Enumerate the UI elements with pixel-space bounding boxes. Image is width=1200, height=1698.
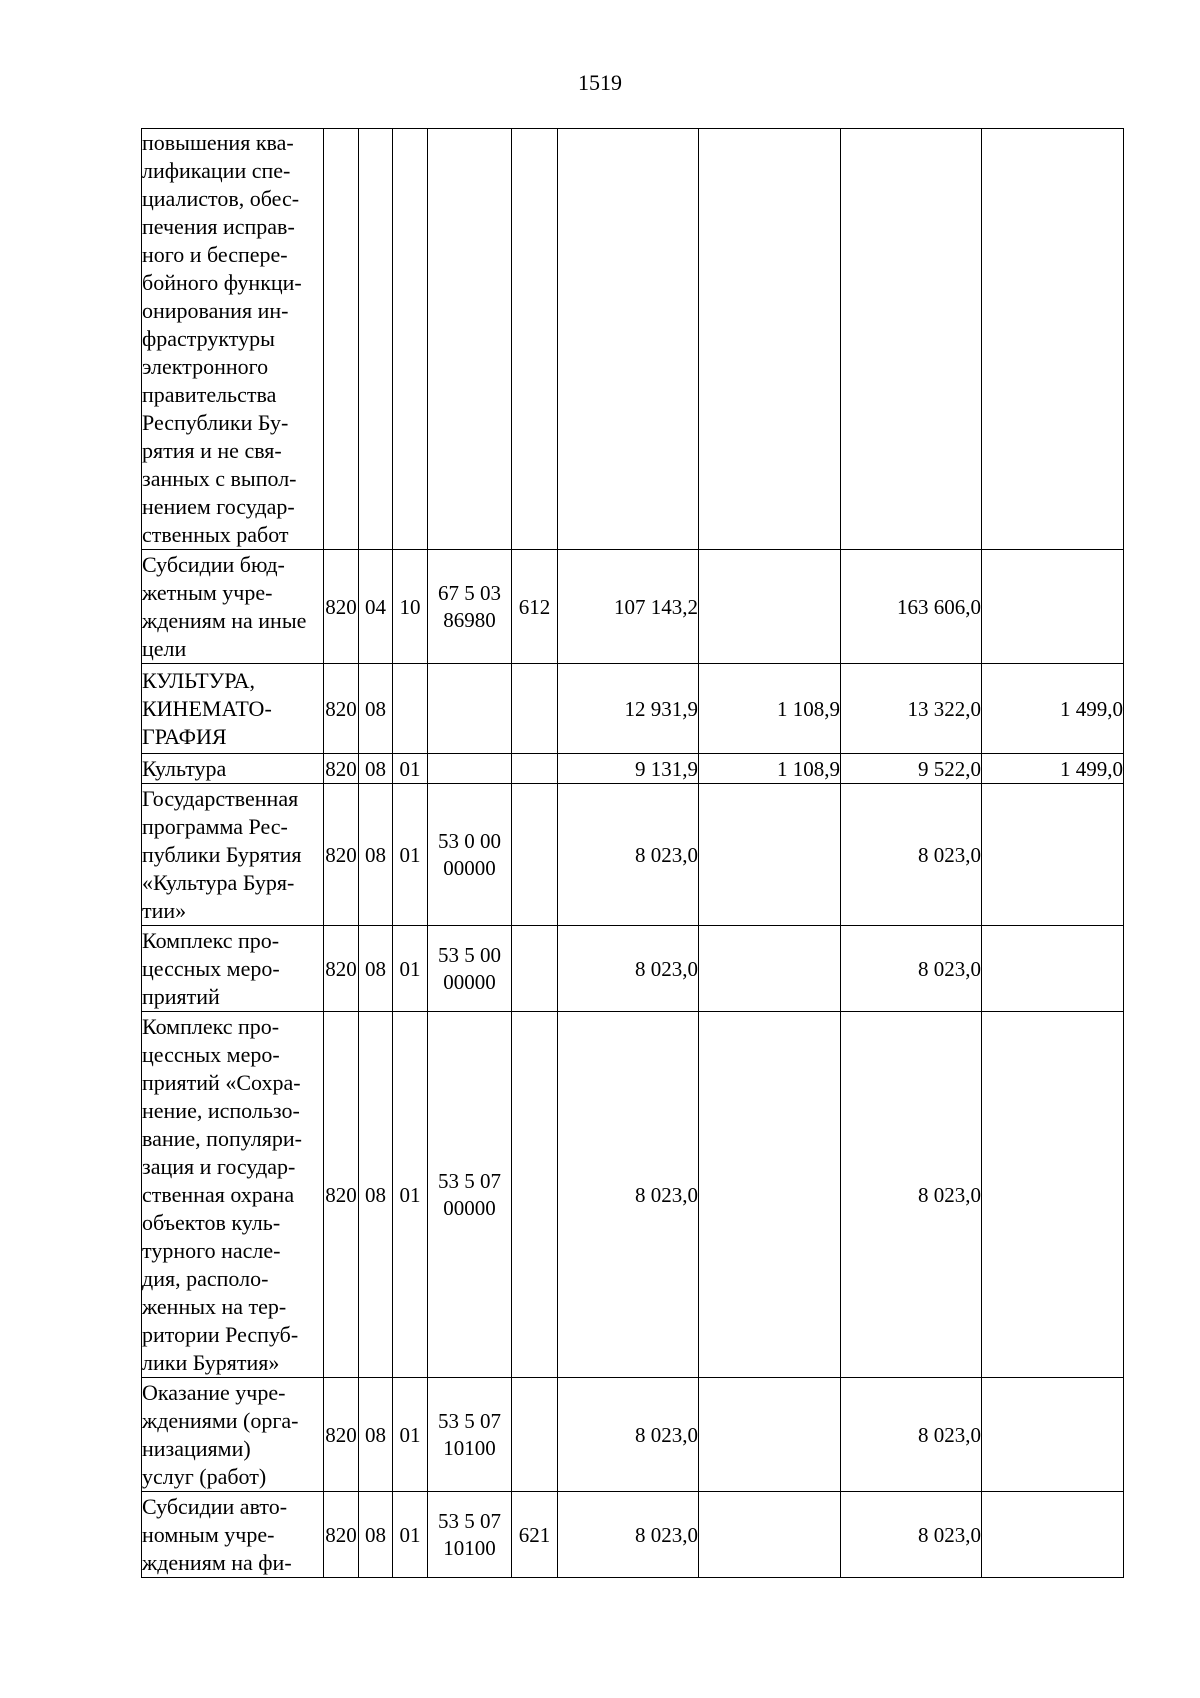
grbs-cell: 820 [324,784,359,926]
expense-type-cell [512,664,558,754]
row-name-line: Субсидии авто- [142,1493,288,1519]
row-name-line: Государственная [142,785,299,811]
row-name-line: Республики Бу- [142,410,289,435]
row-name-line: Комплекс про- [142,1013,280,1039]
row-name-cell [142,664,324,754]
section-cell: 08 [359,1012,393,1378]
grbs-cell [324,129,359,550]
amount-cell-4 [982,129,1124,550]
amount-cell-4: 1 499,0 [982,754,1124,784]
section-cell: 08 [359,1378,393,1492]
row-name-cell [142,926,324,1012]
table-row [142,550,1124,664]
section-cell: 04 [359,550,393,664]
subsection-cell: 01 [393,1378,428,1492]
amount-cell-4 [982,784,1124,926]
amount-cell-2 [699,1012,841,1378]
row-name-line: нением государ- [142,494,295,519]
row-name-line: лификации спе- [142,158,291,183]
section-cell [359,129,393,550]
row-name-line: цессных меро- [142,1041,280,1067]
grbs-cell: 820 [324,754,359,784]
amount-cell-4 [982,1492,1124,1578]
amount-cell-1: 12 931,9 [558,664,699,754]
budget-table [141,128,1124,1578]
expense-type-cell [512,784,558,926]
target-article-cell: 53 5 00 00000 [428,926,512,1012]
amount-cell-2 [699,784,841,926]
grbs-cell: 820 [324,1378,359,1492]
amount-cell-2 [699,1378,841,1492]
row-name-line: фраструктуры [142,326,275,351]
table-row [142,1012,1124,1378]
row-name-line: ственная охрана [142,1181,295,1207]
section-cell: 08 [359,1492,393,1578]
table-row [142,664,1124,754]
amount-cell-3: 8 023,0 [841,1378,982,1492]
amount-cell-3: 13 322,0 [841,664,982,754]
target-article-cell: 53 5 07 10100 [428,1378,512,1492]
section-cell: 08 [359,926,393,1012]
amount-cell-2 [699,550,841,664]
row-name-line: ждениями (орга- [142,1407,299,1433]
amount-cell-1 [558,129,699,550]
grbs-cell: 820 [324,550,359,664]
grbs-cell: 820 [324,926,359,1012]
amount-cell-4 [982,926,1124,1012]
expense-type-cell [512,1012,558,1378]
amount-cell-3: 8 023,0 [841,1492,982,1578]
row-name-line: КИНЕМАТО- [142,695,272,721]
row-name-line: нение, использо- [142,1097,300,1123]
amount-cell-4: 1 499,0 [982,664,1124,754]
row-name-line: электронного [142,354,269,379]
row-name-line: ГРАФИЯ [142,723,227,749]
row-name-line: Культура [142,755,227,781]
row-name-cell [142,1378,324,1492]
row-name-cell [142,1492,324,1578]
row-name-line: КУЛЬТУРА, [142,667,256,693]
expense-type-cell [512,754,558,784]
row-name-line: циалистов, обес- [142,186,300,211]
amount-cell-3: 9 522,0 [841,754,982,784]
amount-cell-4 [982,1378,1124,1492]
subsection-cell: 01 [393,1492,428,1578]
row-name-line: цели [142,635,187,661]
amount-cell-1: 8 023,0 [558,784,699,926]
amount-cell-4 [982,550,1124,664]
target-article-cell: 53 5 07 00000 [428,1012,512,1378]
target-article-cell: 67 5 03 86980 [428,550,512,664]
table-row [142,1378,1124,1492]
expense-type-cell [512,1378,558,1492]
row-name-line: низациями) [142,1435,251,1461]
row-name-line: турного насле- [142,1237,281,1263]
amount-cell-3 [841,129,982,550]
row-name-cell [142,784,324,926]
row-name-line: правительства [142,382,277,407]
row-name-line: печения исправ- [142,214,295,239]
target-article-cell [428,754,512,784]
row-name-line: вание, популяри- [142,1125,302,1151]
row-name-line: ждениям на фи- [142,1549,292,1575]
row-name-line: услуг (работ) [142,1463,267,1489]
row-name-line: бойного функци- [142,270,302,295]
amount-cell-1: 8 023,0 [558,1492,699,1578]
subsection-cell: 01 [393,1012,428,1378]
grbs-cell: 820 [324,664,359,754]
expense-type-cell [512,926,558,1012]
subsection-cell: 01 [393,784,428,926]
amount-cell-1: 107 143,2 [558,550,699,664]
row-name-line: цессных меро- [142,955,280,981]
row-name-line: публики Бурятия [142,841,302,867]
grbs-cell: 820 [324,1492,359,1578]
row-name-line: «Культура Буря- [142,869,295,895]
amount-cell-3: 8 023,0 [841,1012,982,1378]
section-cell: 08 [359,754,393,784]
row-name-cell [142,754,324,784]
row-name-line: женных на тер- [142,1293,287,1319]
amount-cell-2 [699,1492,841,1578]
expense-type-cell: 621 [512,1492,558,1578]
amount-cell-1: 8 023,0 [558,1012,699,1378]
row-name-line: зация и государ- [142,1153,296,1179]
row-name-line: повышения ква- [142,130,294,155]
amount-cell-3: 163 606,0 [841,550,982,664]
amount-cell-2: 1 108,9 [699,754,841,784]
subsection-cell: 01 [393,754,428,784]
target-article-cell [428,129,512,550]
row-name-line: номным учре- [142,1521,275,1547]
row-name-cell [142,1012,324,1378]
table-row [142,926,1124,1012]
row-name-line: занных с выпол- [142,466,297,491]
row-name-line: онирования ин- [142,298,289,323]
amount-cell-3: 8 023,0 [841,784,982,926]
subsection-cell: 01 [393,926,428,1012]
row-name-cell [142,550,324,664]
amount-cell-1: 9 131,9 [558,754,699,784]
subsection-cell [393,129,428,550]
row-name-line: дия, располо- [142,1265,269,1291]
amount-cell-2 [699,129,841,550]
table-row [142,784,1124,926]
row-name-line: ритории Респуб- [142,1321,299,1347]
target-article-cell: 53 5 07 10100 [428,1492,512,1578]
table-row [142,129,1124,550]
table-row [142,1492,1124,1578]
row-name-line: Субсидии бюд- [142,551,285,577]
row-name-line: ного и беспере- [142,242,288,267]
page-number: 1519 [578,70,622,95]
amount-cell-4 [982,1012,1124,1378]
subsection-cell [393,664,428,754]
row-name-line: тии» [142,897,187,923]
target-article-cell [428,664,512,754]
table-body [142,129,1124,1578]
row-name-line: ждениям на иные [142,607,307,633]
expense-type-cell: 612 [512,550,558,664]
row-name-line: рятия и не свя- [142,438,282,463]
table-row [142,754,1124,784]
target-article-cell: 53 0 00 00000 [428,784,512,926]
amount-cell-1: 8 023,0 [558,1378,699,1492]
row-name-cell [142,129,324,550]
expense-type-cell [512,129,558,550]
section-cell: 08 [359,664,393,754]
row-name-line: программа Рес- [142,813,288,839]
row-name-line: приятий [142,983,220,1009]
row-name-line: объектов куль- [142,1209,281,1235]
section-cell: 08 [359,784,393,926]
amount-cell-2 [699,926,841,1012]
row-name-line: ственных работ [142,522,289,547]
amount-cell-3: 8 023,0 [841,926,982,1012]
row-name-line: Комплекс про- [142,927,280,953]
grbs-cell: 820 [324,1012,359,1378]
row-name-line: Оказание учре- [142,1379,286,1405]
row-name-line: приятий «Сохра- [142,1069,301,1095]
row-name-line: лики Бурятия» [142,1349,280,1375]
row-name-line: жетным учре- [142,579,273,605]
amount-cell-1: 8 023,0 [558,926,699,1012]
amount-cell-2: 1 108,9 [699,664,841,754]
subsection-cell: 10 [393,550,428,664]
